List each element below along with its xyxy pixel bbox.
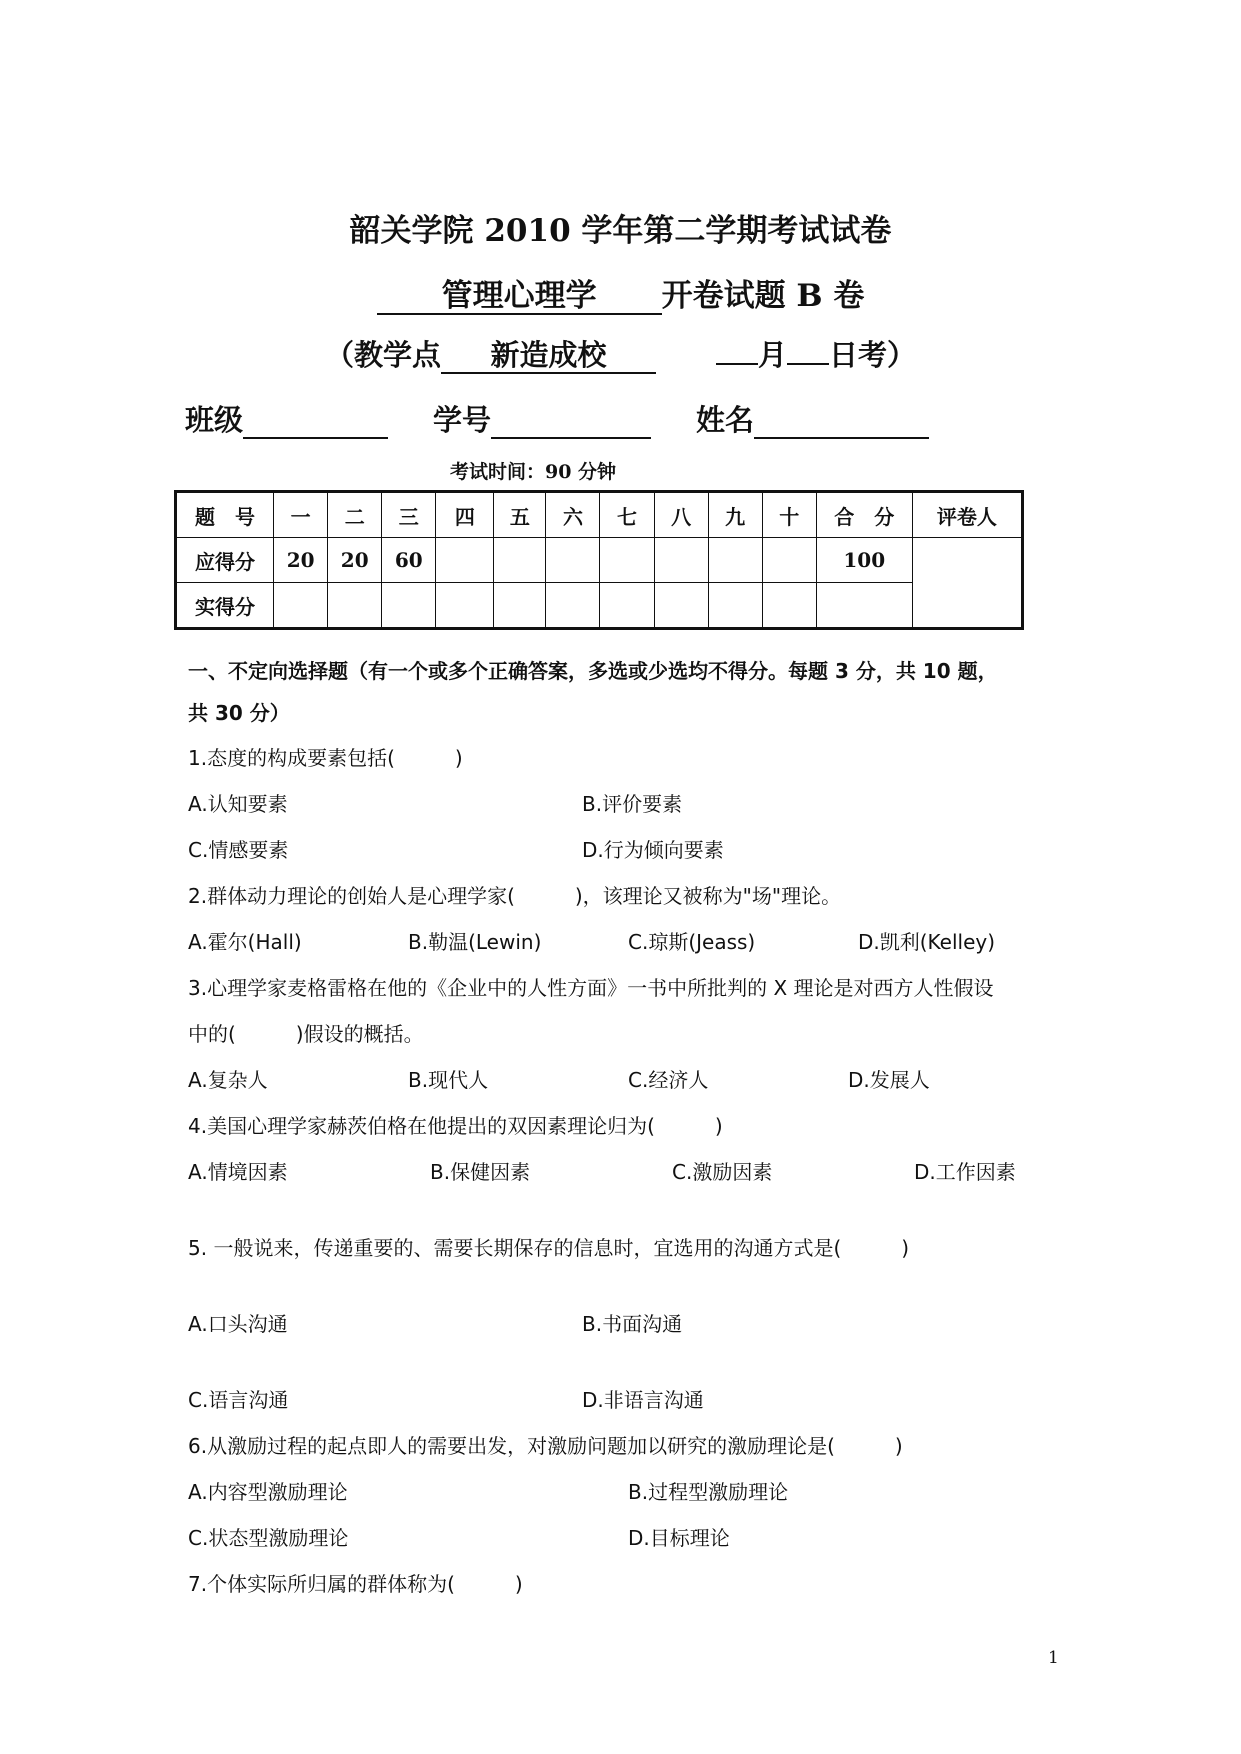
- question-7: 7.个体实际所归属的群体称为( ): [188, 1572, 523, 1596]
- q2-option-b[interactable]: B.勒温(Lewin): [408, 930, 542, 954]
- header-cell: 二: [328, 492, 382, 538]
- student-id-label: 学号: [433, 403, 492, 437]
- q3-option-c[interactable]: C.经济人: [628, 1068, 709, 1092]
- course-line: [0, 270, 1241, 315]
- class-field[interactable]: [243, 405, 388, 439]
- section-heading-line1: 一、不定向选择题（有一个或多个正确答案，多选或少选均不得分。每题 3 分，共 10 题，: [188, 659, 998, 683]
- score-cell: 60: [382, 538, 436, 583]
- q6-option-d[interactable]: D.目标理论: [628, 1526, 730, 1550]
- q5-option-d[interactable]: D.非语言沟通: [582, 1388, 704, 1412]
- row-label: 实得分: [176, 583, 274, 629]
- score-cell: [762, 538, 816, 583]
- header-cell: 五: [494, 492, 546, 538]
- exam-title: 韶关学院 2010 学年第二学期考试试卷: [349, 213, 892, 249]
- month-blank: [716, 363, 758, 365]
- score-cell: [708, 538, 762, 583]
- score-input-cell[interactable]: [436, 583, 494, 629]
- name-field[interactable]: [754, 405, 929, 439]
- day-blank: [787, 363, 829, 365]
- q3-option-b[interactable]: B.现代人: [408, 1068, 489, 1092]
- q5-option-a[interactable]: A.口头沟通: [188, 1312, 288, 1336]
- score-cell: [436, 538, 494, 583]
- header-cell: 九: [708, 492, 762, 538]
- q5-option-b[interactable]: B.书面沟通: [582, 1312, 683, 1336]
- exam-time: 考试时间：90 分钟: [450, 461, 617, 483]
- student-info: [185, 398, 1085, 439]
- q6-option-b[interactable]: B.过程型激励理论: [628, 1480, 789, 1504]
- student-id-field[interactable]: [491, 405, 651, 439]
- header-cell: 六: [546, 492, 600, 538]
- center-prefix: （教学点: [324, 338, 441, 372]
- score-cell: [546, 538, 600, 583]
- q3-option-d[interactable]: D.发展人: [848, 1068, 930, 1092]
- table-row-actual: [176, 583, 1023, 629]
- q2-option-a[interactable]: A.霍尔(Hall): [188, 930, 302, 954]
- question-2: 2.群体动力理论的创始人是心理学家( )，该理论又被称为"场"理论。: [188, 884, 842, 908]
- day-label: 日考）: [829, 338, 917, 372]
- row-label: 应得分: [176, 538, 274, 583]
- score-input-cell[interactable]: [274, 583, 328, 629]
- score-cell: 100: [816, 538, 912, 583]
- header-cell: 四: [436, 492, 494, 538]
- q4-option-a[interactable]: A.情境因素: [188, 1160, 288, 1184]
- score-input-cell[interactable]: [494, 583, 546, 629]
- question-6: 6.从激励过程的起点即人的需要出发，对激励问题加以研究的激励理论是( ): [188, 1434, 903, 1458]
- score-cell: [654, 538, 708, 583]
- question-3-line2: 中的( )假设的概括。: [188, 1022, 424, 1046]
- score-input-cell[interactable]: [600, 583, 654, 629]
- exam-type: 开卷试题 B 卷: [661, 278, 865, 314]
- header-cell: 合 分: [816, 492, 912, 538]
- q1-option-b[interactable]: B.评价要素: [582, 792, 683, 816]
- header-cell: 三: [382, 492, 436, 538]
- table-row-expected: [176, 538, 1023, 583]
- score-input-cell[interactable]: [654, 583, 708, 629]
- score-cell: [494, 538, 546, 583]
- header-cell: 题 号: [176, 492, 274, 538]
- score-input-cell[interactable]: [816, 583, 912, 629]
- month-label: 月: [757, 338, 787, 372]
- course-name: 管理心理学: [377, 279, 662, 315]
- question-1: 1.态度的构成要素包括( ): [188, 746, 463, 770]
- name-label: 姓名: [696, 403, 755, 437]
- q2-option-d[interactable]: D.凯利(Kelley): [858, 930, 996, 954]
- q5-option-c[interactable]: C.语言沟通: [188, 1388, 289, 1412]
- score-input-cell[interactable]: [546, 583, 600, 629]
- class-label: 班级: [185, 403, 244, 437]
- q1-option-d[interactable]: D.行为倾向要素: [582, 838, 724, 862]
- header-cell: 一: [274, 492, 328, 538]
- score-input-cell[interactable]: [328, 583, 382, 629]
- score-cell: 20: [328, 538, 382, 583]
- score-input-cell[interactable]: [762, 583, 816, 629]
- q3-option-a[interactable]: A.复杂人: [188, 1068, 268, 1092]
- score-input-cell[interactable]: [708, 583, 762, 629]
- page-number: 1: [1048, 1648, 1059, 1668]
- score-input-cell[interactable]: [382, 583, 436, 629]
- question-4: 4.美国心理学家赫茨伯格在他提出的双因素理论归为( ): [188, 1114, 723, 1138]
- q1-option-c[interactable]: C.情感要素: [188, 838, 289, 862]
- q2-option-c[interactable]: C.琼斯(Jeass): [628, 930, 756, 954]
- grader-cell[interactable]: [912, 538, 1022, 629]
- header-cell: 七: [600, 492, 654, 538]
- header-cell: 十: [762, 492, 816, 538]
- question-3-line1: 3.心理学家麦格雷格在他的《企业中的人性方面》一书中所批判的 X 理论是对西方人性假设: [188, 976, 994, 1000]
- question-5: 5. 一般说来，传递重要的、需要长期保存的信息时，宜选用的沟通方式是( ): [188, 1236, 910, 1260]
- q4-option-d[interactable]: D.工作因素: [914, 1160, 1016, 1184]
- table-header-row: [176, 492, 1023, 538]
- q1-option-a[interactable]: A.认知要素: [188, 792, 288, 816]
- center-line: [0, 333, 1241, 374]
- q4-option-c[interactable]: C.激励因素: [672, 1160, 773, 1184]
- q6-option-a[interactable]: A.内容型激励理论: [188, 1480, 348, 1504]
- score-cell: [600, 538, 654, 583]
- section-heading: [188, 650, 1068, 734]
- q4-option-b[interactable]: B.保健因素: [430, 1160, 531, 1184]
- q6-option-c[interactable]: C.状态型激励理论: [188, 1526, 349, 1550]
- score-table: [174, 490, 1024, 630]
- section-heading-line2: 共 30 分）: [188, 701, 290, 725]
- score-cell: 20: [274, 538, 328, 583]
- header-cell: 评卷人: [912, 492, 1022, 538]
- header-cell: 八: [654, 492, 708, 538]
- center-value: 新造成校: [441, 340, 656, 374]
